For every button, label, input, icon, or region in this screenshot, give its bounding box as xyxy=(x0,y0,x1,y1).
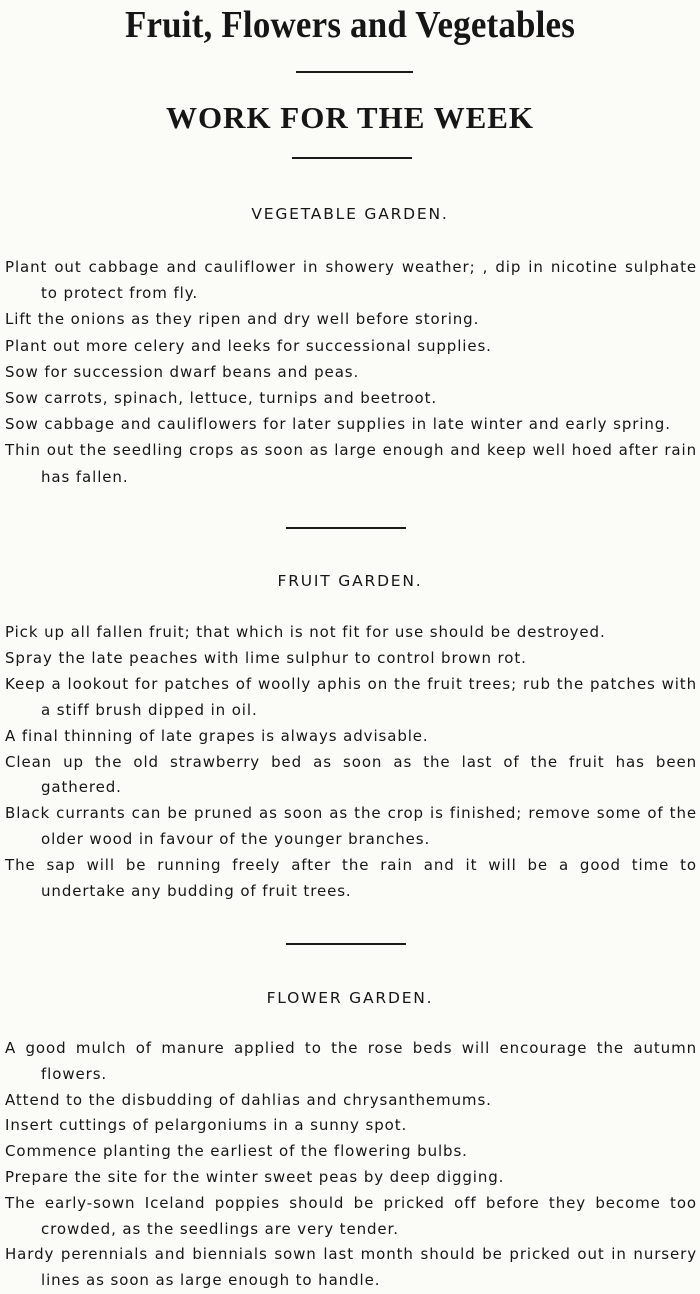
list-item: Lift the onions as they ripen and dry well before storing. xyxy=(5,310,480,329)
page-title: Fruit, Flowers and Vegetables xyxy=(124,4,576,46)
section-heading-flower: FLOWER GARDEN. xyxy=(266,989,434,1007)
list-item: The early-sown Iceland poppies should be pricked off before they become too crowded, as the seedlings are very tender. xyxy=(5,1193,697,1238)
list-item: Plant out more celery and leeks for successional supplies. xyxy=(5,336,492,355)
list-item: Thin out the seedling crops as soon as large enough and keep well hoed after rain has fallen. xyxy=(5,441,697,486)
list-item: A final thinning of late grapes is always advisable. xyxy=(5,726,429,745)
section-divider xyxy=(286,943,406,945)
list-item: Insert cuttings of pelargoniums in a sunny spot. xyxy=(5,1116,408,1135)
page-subtitle: WORK FOR THE WEEK xyxy=(165,100,535,135)
list-item: Black currants can be pruned as soon as the crop is finished; remove some of the older wood in favour of the younger branches. xyxy=(5,804,697,849)
list-item: Sow carrots, spinach, lettuce, turnips and beetroot. xyxy=(5,389,438,408)
section-divider xyxy=(286,527,406,529)
list-item: Prepare the site for the winter sweet peas by deep digging. xyxy=(5,1167,505,1186)
fruit-task-list xyxy=(5,620,697,905)
list-item: Keep a lookout for patches of woolly aphis on the fruit trees; rub the patches with a stiff brush dipped in oil. xyxy=(5,674,697,719)
list-item: Commence planting the earliest of the flowering bulbs. xyxy=(5,1142,468,1161)
title-divider xyxy=(296,71,413,73)
list-item: Sow for succession dwarf beans and peas. xyxy=(5,362,360,381)
vegetable-task-list xyxy=(5,254,697,490)
list-item: Plant out cabbage and cauliflower in showery weather; , dip in nicotine sulphate to protect from fly. xyxy=(5,258,697,303)
section-heading-vegetable: VEGETABLE GARDEN. xyxy=(251,205,449,223)
list-item: A good mulch of manure applied to the rose beds will encourage the autumn flowers. xyxy=(5,1039,697,1083)
list-item: Spray the late peaches with lime sulphur to control brown rot. xyxy=(5,648,527,667)
flower-task-list xyxy=(5,1036,697,1294)
list-item: Sow cabbage and cauliflowers for later supplies in late winter and early spring. xyxy=(5,415,671,434)
list-item: Pick up all fallen fruit; that which is not fit for use should be destroyed. xyxy=(5,623,606,641)
list-item: Hardy perennials and biennials sown last month should be pricked out in nursery lines as soon as large enough to handle. xyxy=(5,1245,697,1290)
list-item: Clean up the old strawberry bed as soon as the last of the fruit has been gathered. xyxy=(5,752,697,797)
list-item: The sap will be running freely after the rain and it will be a good time to undertake any budding of fruit trees. xyxy=(5,856,697,901)
list-item: Attend to the disbudding of dahlias and chrysanthemums. xyxy=(5,1090,492,1109)
section-heading-fruit: FRUIT GARDEN. xyxy=(277,572,423,590)
subtitle-divider xyxy=(292,157,412,159)
